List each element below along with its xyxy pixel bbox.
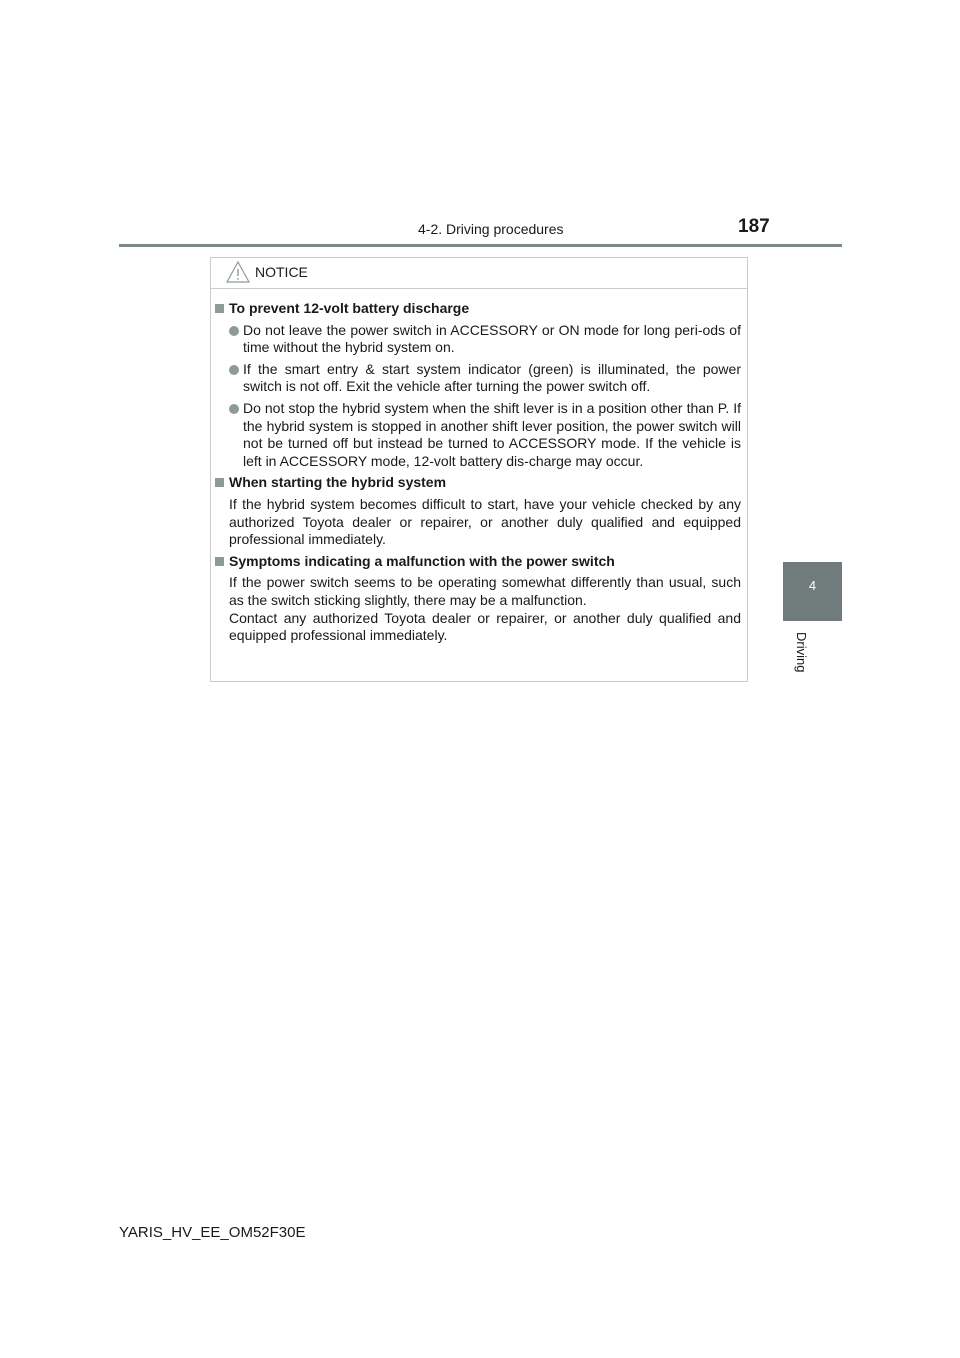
section-heading-starting (215, 474, 741, 492)
section-paragraph: If the power switch seems to be operating somewhat differently than usual, such as the switch sticking slightly, there may be a malfunction. Contact any authorized Toyota dealer or repairer, or another duly qualified and equipped professional immediately. (229, 574, 741, 644)
footer-code: YARIS_HV_EE_OM52F30E (119, 1224, 306, 1241)
notice-header (211, 258, 747, 289)
square-bullet-icon (215, 478, 224, 487)
section-header: 4-2. Driving procedures (418, 221, 564, 237)
warning-triangle-icon (225, 260, 251, 284)
list-item-text: Do not stop the hybrid system when the shift lever is in a position other than P. If the hybrid system is stopped in another shift lever position, the power switch will not be turned off but instead be turned to ACCESSORY mode. If the vehicle is left in ACCESSORY mode, 12-volt battery dis-charge may occur. (243, 399, 741, 469)
section-heading-text: Symptoms indicating a malfunction with the power switch (229, 552, 615, 569)
notice-title: NOTICE (255, 264, 308, 280)
chapter-label: Driving (794, 632, 809, 673)
round-bullet-icon (229, 404, 239, 414)
section-paragraph: If the hybrid system becomes difficult to start, have your vehicle checked by any authorized Toyota dealer or repairer, or another duly qualified and equipped professional immediately. (229, 495, 741, 548)
notice-box (210, 257, 748, 682)
list-item (215, 400, 741, 470)
round-bullet-icon (229, 326, 239, 336)
section-heading-malfunction (215, 553, 741, 571)
round-bullet-icon (229, 365, 239, 375)
square-bullet-icon (215, 304, 224, 313)
section-heading-text: When starting the hybrid system (229, 474, 447, 491)
list-item-text: Do not leave the power switch in ACCESSORY or ON mode for long peri-ods of time without the hybrid system on. (243, 321, 741, 356)
header-rule (119, 244, 842, 247)
square-bullet-icon (215, 557, 224, 566)
page-number: 187 (738, 216, 770, 237)
section-heading-battery (215, 300, 741, 318)
chapter-tab: 4 (783, 562, 842, 621)
notice-body (211, 289, 747, 645)
list-item-text: If the smart entry & start system indicator (green) is illuminated, the power switch is not off. Exit the vehicle after turning the power switch off. (243, 360, 741, 395)
section-heading-text: To prevent 12-volt battery discharge (229, 300, 470, 316)
list-item (215, 322, 741, 357)
list-item (215, 361, 741, 396)
